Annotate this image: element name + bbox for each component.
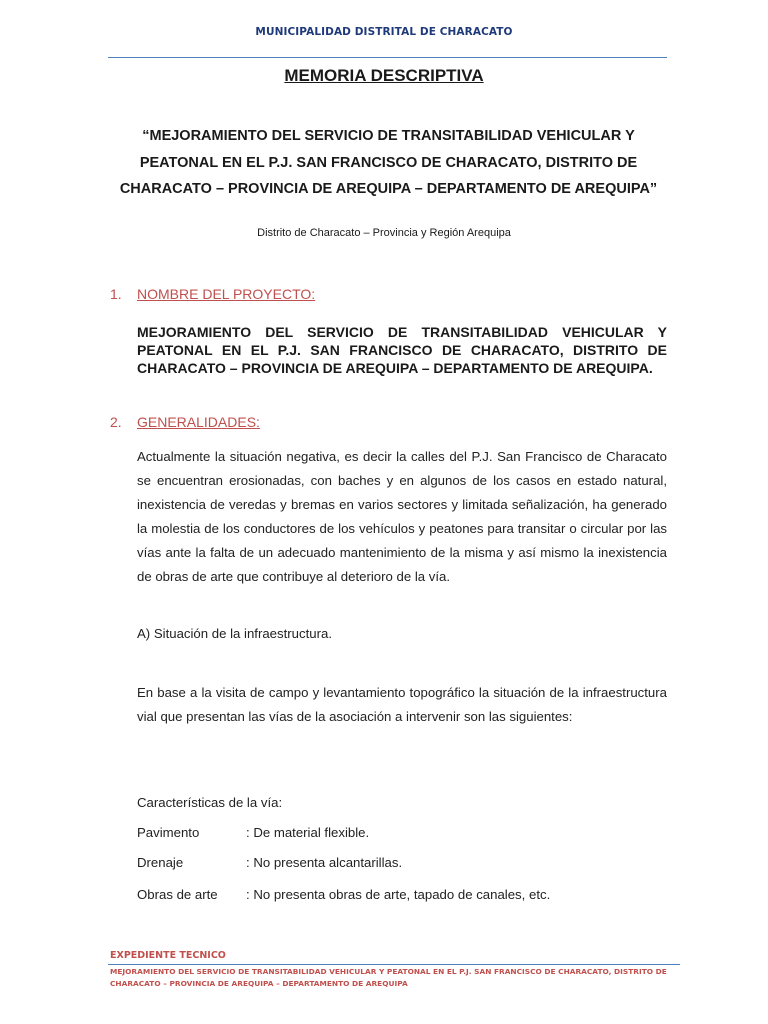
characteristic-value: : De material flexible. xyxy=(246,825,370,840)
characteristic-key: Obras de arte xyxy=(137,887,218,902)
section-2-body: Actualmente la situación negativa, es decir la calles del P.J. San Francisco de Characato se encuentran erosionadas, con baches y en algunos de los casos en estado natural, inexistencia de veredas y bremas en varios sectores y limitada señalización, ha generado la molestia de los conductores de los vehículos y peatones para transitar o circular por las vías ante la falta de un adecuado mantenimiento de la misma y así mismo la inexistencia de obras de arte que contribuye al deterioro de la vía. xyxy=(137,449,667,584)
section-1-body: MEJORAMIENTO DEL SERVICIO DE TRANSITABILIDAD VEHICULAR Y PEATONAL EN EL P.J. SAN FRANCISCO DE CHARACATO, DISTRITO DE CHARACATO – PROVINCIA DE AREQUIPA – DEPARTAMENTO DE AREQUIPA. xyxy=(137,324,667,376)
section-1-number: 1. xyxy=(110,286,122,302)
section-1-label: NOMBRE DEL PROYECTO: xyxy=(137,286,316,302)
section-2-number: 2. xyxy=(110,414,122,430)
project-location: Distrito de Characato – Provincia y Región Arequipa xyxy=(257,227,511,239)
characteristic-key: Drenaje xyxy=(137,855,184,870)
document-title-text: MEMORIA DESCRIPTIVA xyxy=(284,66,484,85)
project-title: “MEJORAMIENTO DEL SERVICIO DE TRANSITABILIDAD VEHICULAR Y PEATONAL EN EL P.J. SAN FRANCISCO DE CHARACATO, DISTRITO DE CHARACATO – PROVINCIA DE AREQUIPA – DEPARTAMENTO DE AREQUIPA” xyxy=(119,128,658,197)
header-rule xyxy=(108,57,667,58)
header-organization: MUNICIPALIDAD DISTRITAL DE CHARACATO xyxy=(255,26,513,38)
section-2-heading xyxy=(110,414,260,430)
characteristic-value: : No presenta obras de arte, tapado de canales, etc. xyxy=(246,887,551,902)
document-title xyxy=(0,66,768,86)
section-2-label: GENERALIDADES: xyxy=(137,414,260,430)
characteristics-heading: Características de la vía: xyxy=(137,795,283,810)
footer-rule xyxy=(108,964,680,965)
footer-label: EXPEDIENTE TECNICO xyxy=(110,950,226,961)
characteristic-key: Pavimento xyxy=(137,825,200,840)
section-1-heading xyxy=(110,286,315,302)
subsection-a-heading: A) Situación de la infraestructura. xyxy=(137,626,332,641)
subsection-a-body: En base a la visita de campo y levantamiento topográfico la situación de la infraestructura vial que presentan las vías de la asociación a intervenir son las siguientes: xyxy=(137,685,667,724)
characteristic-value: : No presenta alcantarillas. xyxy=(246,855,403,870)
footer-project: MEJORAMIENTO DEL SERVICIO DE TRANSITABILIDAD VEHICULAR Y PEATONAL EN EL P.J. SAN FRANCISCO DE CHARACATO, DISTRITO DE CHARACATO – PROVINCIA DE AREQUIPA – DEPARTAMENTO DE AREQUIPA xyxy=(110,967,667,988)
